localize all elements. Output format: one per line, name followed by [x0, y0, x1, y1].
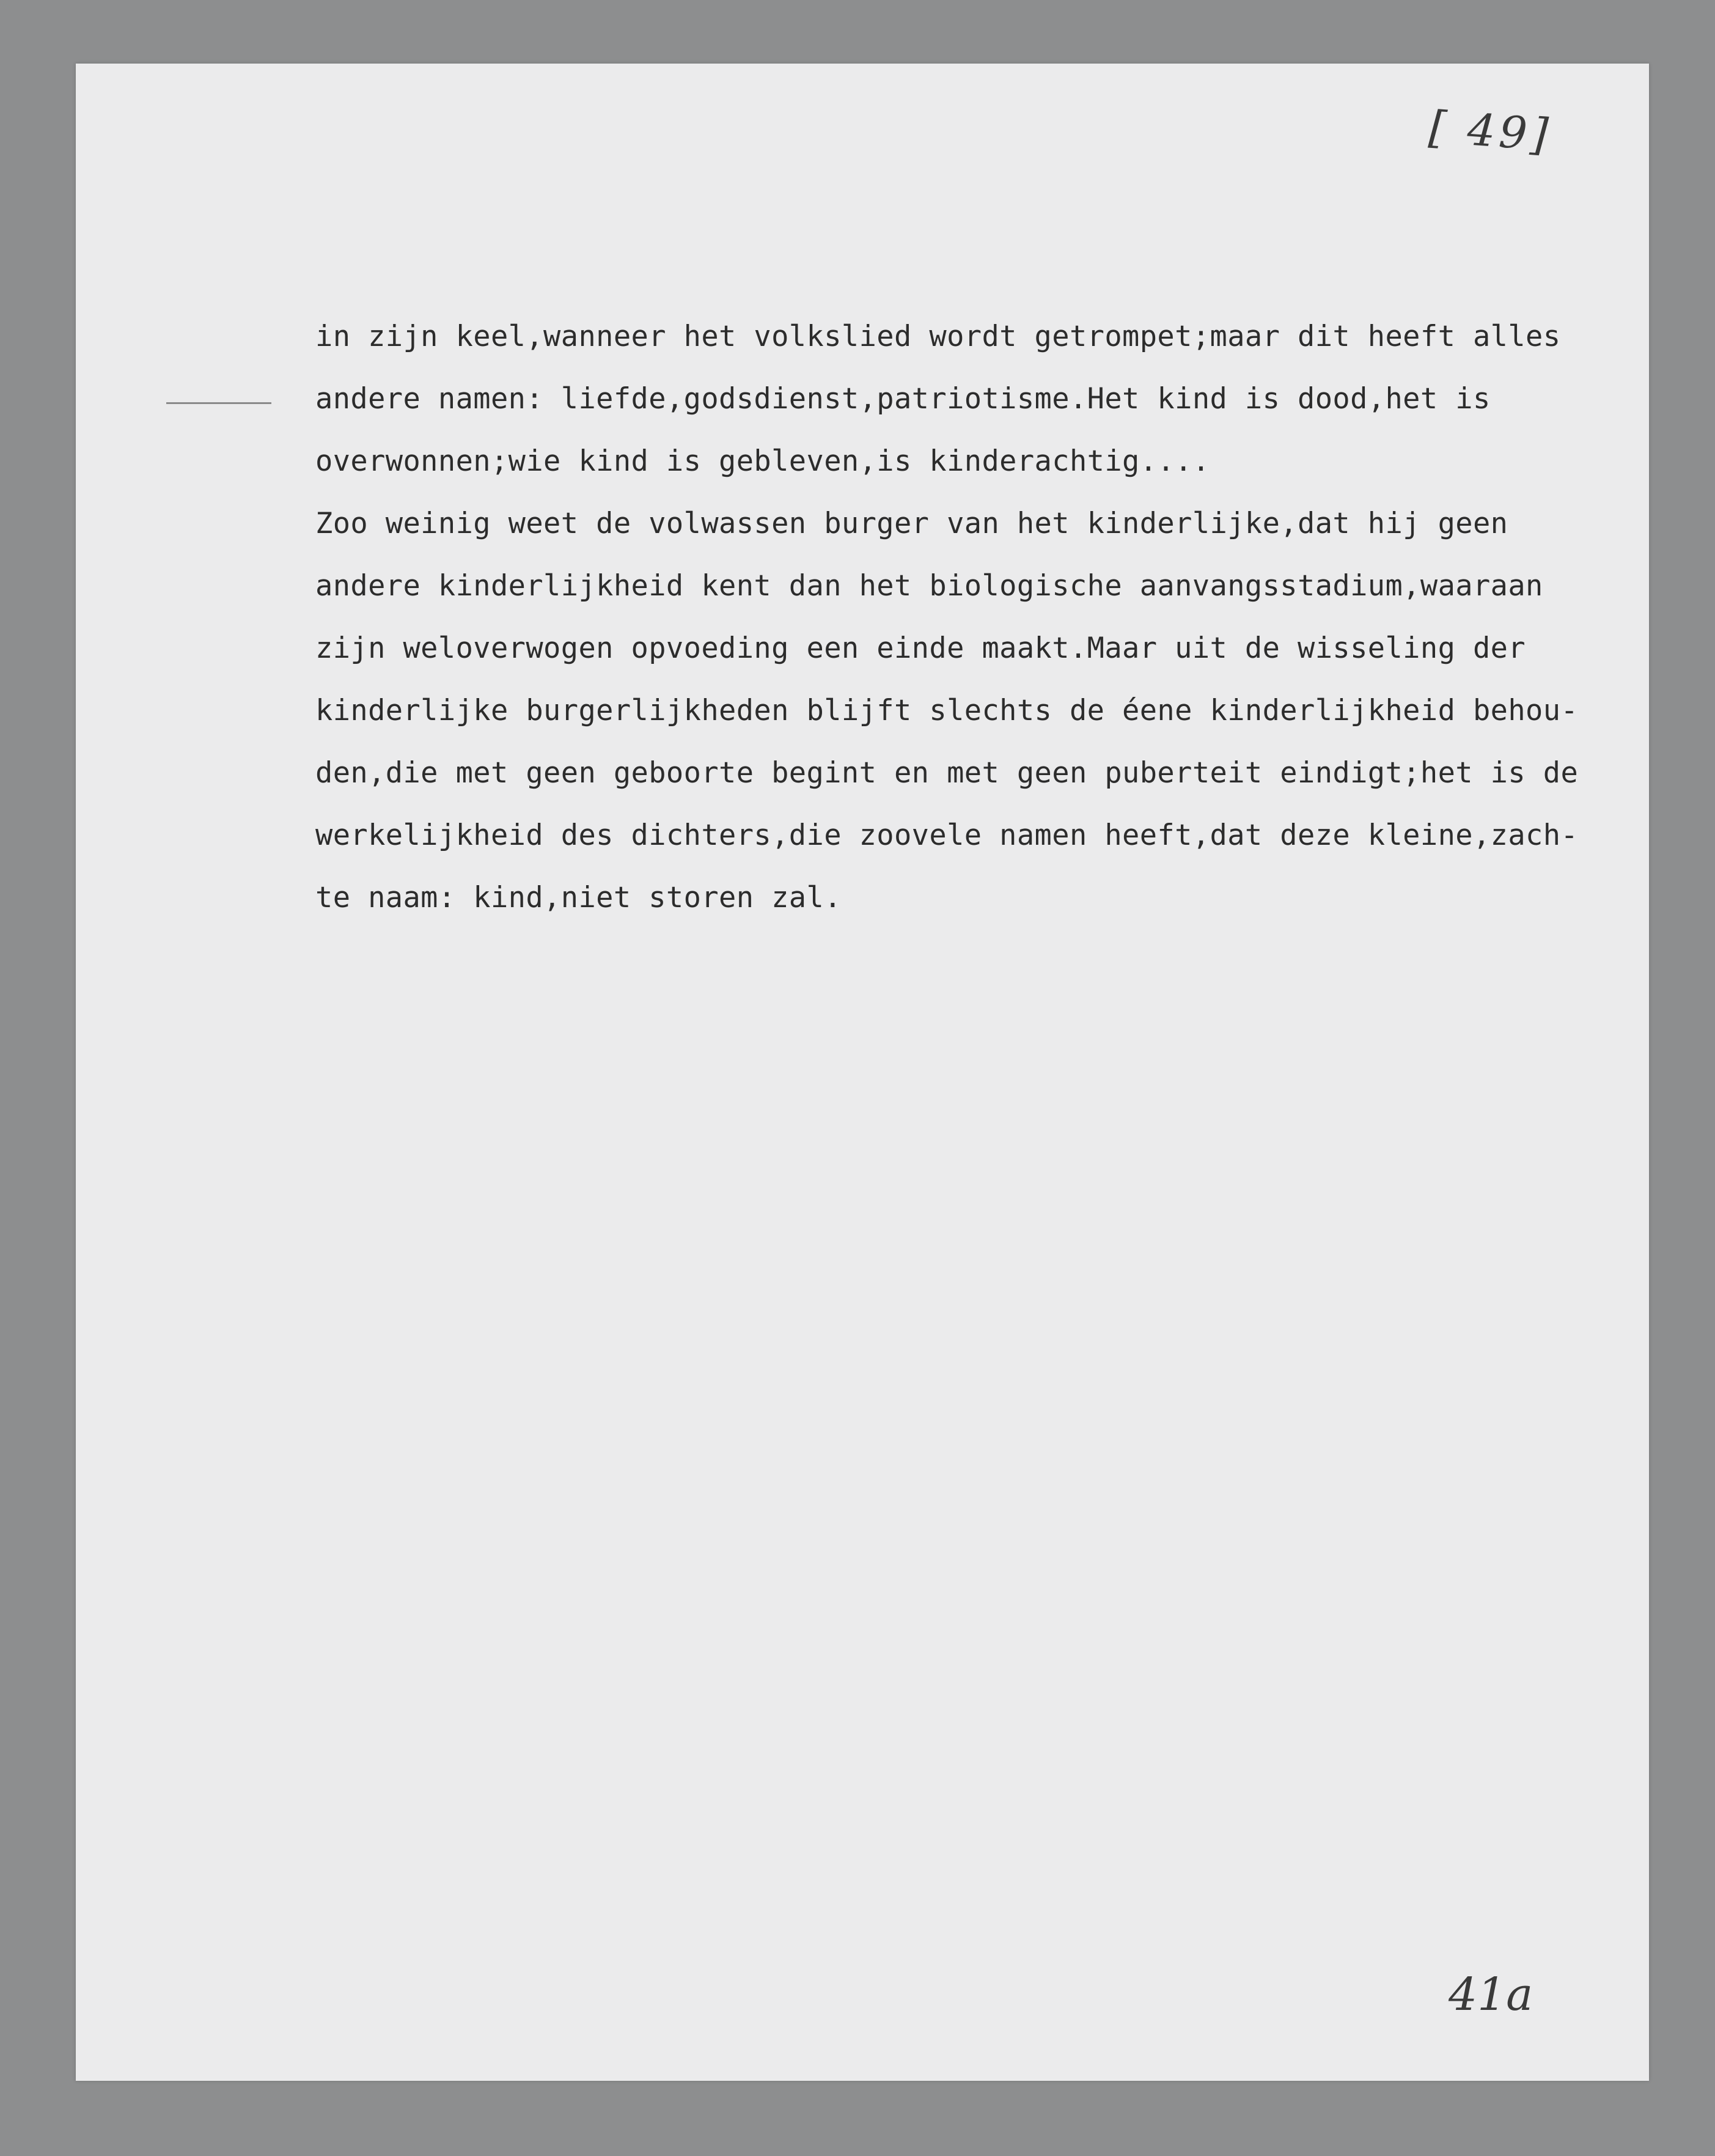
- page-marker: [ 49]: [1427, 101, 1554, 161]
- text-line: kinderlijke burgerlijkheden blijft slechts de éene kinderlijkheid behou-: [315, 694, 1579, 727]
- text-line: te naam: kind,niet storen zal.: [315, 881, 842, 914]
- text-line: werkelijkheid des dichters,die zoovele namen heeft,dat deze kleine,zach-: [315, 819, 1579, 852]
- text-line: Zoo weinig weet de volwassen burger van het kinderlijke,dat hij geen: [315, 507, 1508, 540]
- text-line: andere namen: liefde,godsdienst,patriotisme.Het kind is dood,het is: [315, 382, 1491, 416]
- margin-rule: [166, 402, 271, 404]
- folio-number: 41a: [1449, 1968, 1533, 2021]
- text-line: overwonnen;wie kind is gebleven,is kinderachtig....: [315, 444, 1210, 478]
- text-line: zijn weloverwogen opvoeding een einde maakt.Maar uit de wisseling der: [315, 631, 1526, 665]
- typed-text-body: [315, 306, 1654, 929]
- text-line: den,die met geen geboorte begint en met geen puberteit eindigt;het is de: [315, 756, 1579, 790]
- text-line: andere kinderlijkheid kent dan het biologische aanvangsstadium,waaraan: [315, 569, 1543, 603]
- text-line: in zijn keel,wanneer het volkslied wordt getrompet;maar dit heeft alles: [315, 320, 1561, 353]
